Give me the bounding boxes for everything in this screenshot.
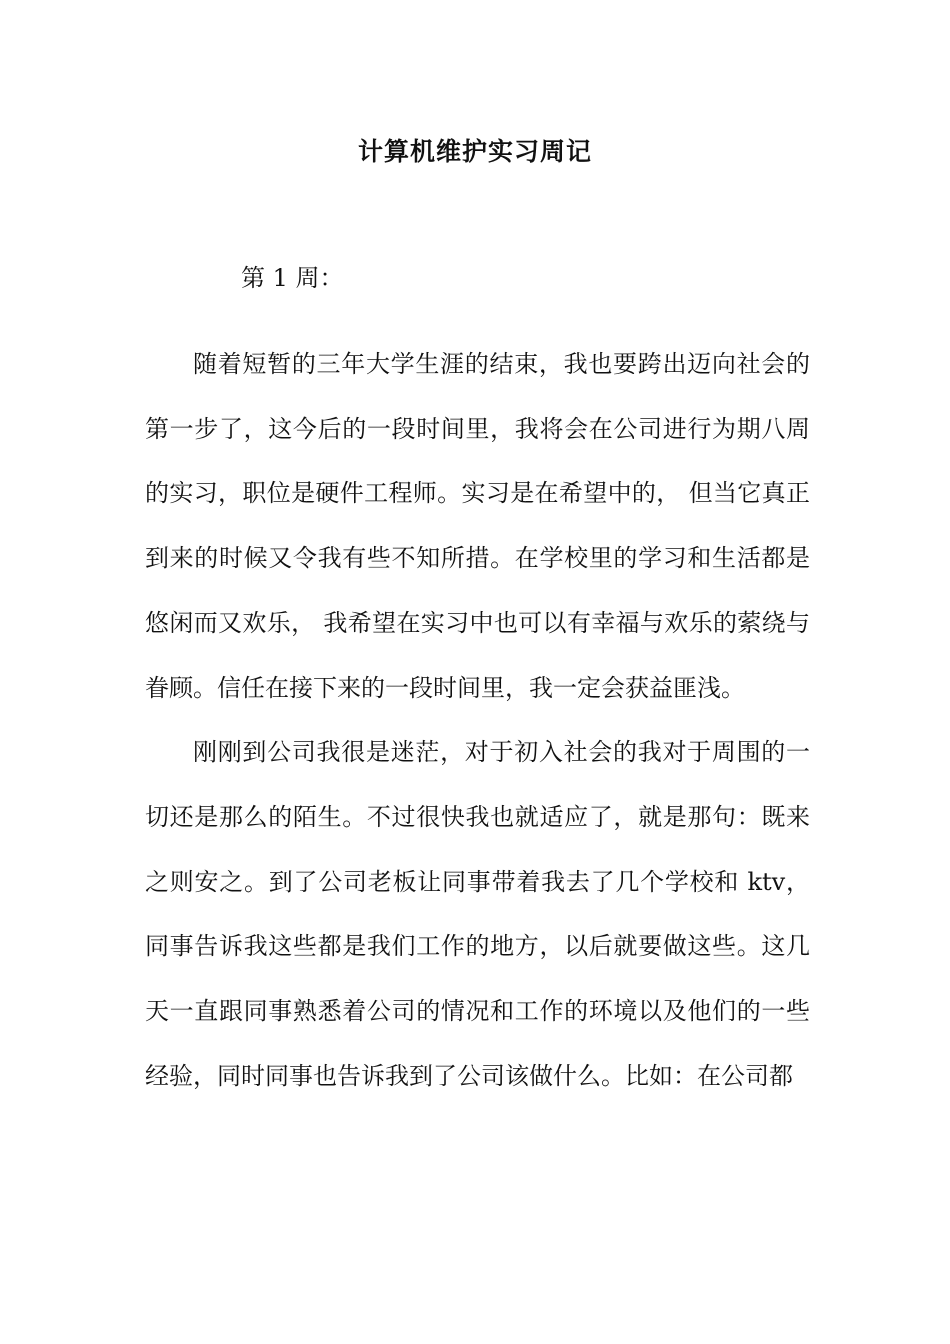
paragraph-2: 刚刚到公司我很是迷茫，对于初入社会的我对于周围的一切还是那么的陌生。不过很快我也就适应了，就是那句：既来之则安之。到了公司老板让同事带着我去了几个学校和 ktv，同事告诉我这些都是我们工作的地方，以后就要做这些。这几天一直跟同事熟悉着公司的情况和工作的环境以及他们的一些经验，同时同事也告诉我到了公司该做什么。比如：在公司都 [145,738,810,1090]
document-body [145,332,810,1108]
week-heading: 第 1 周： [241,264,344,292]
paragraph-1: 随着短暂的三年大学生涯的结束，我也要跨出迈向社会的第一步了，这今后的一段时间里，我将会在公司进行为期八周的实习，职位是硬件工程师。实习是在希望中的， 但当它真正到来的时候又令我有些不知所措。在学校里的学习和生活都是悠闲而又欢乐， 我希望在实习中也可以有幸福与欢乐的萦绕与眷顾。信任在接下来的一段时间里，我一定会获益匪浅。 [145,350,810,702]
document-title: 计算机维护实习周记 [357,137,592,166]
